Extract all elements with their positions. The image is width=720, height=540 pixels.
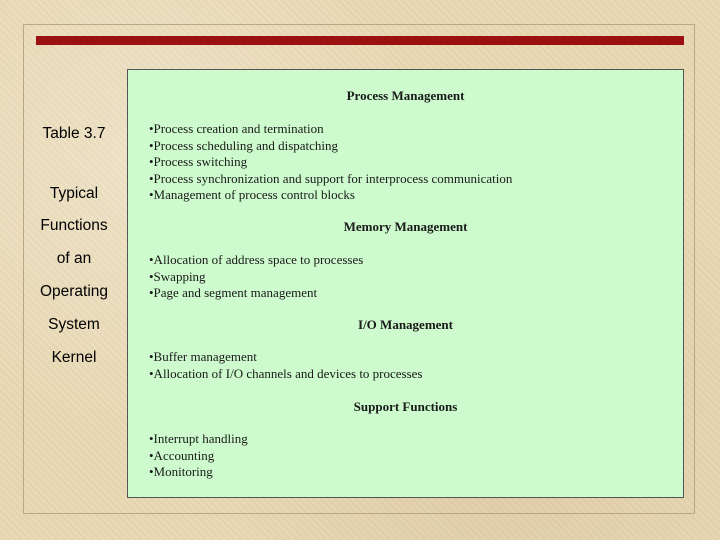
list-item: •Process creation and termination (149, 121, 324, 136)
accent-bar (36, 36, 684, 45)
section-items-process-management (149, 121, 512, 204)
table-number: Table 3.7 (42, 125, 106, 142)
list-item: •Monitoring (149, 464, 213, 479)
list-item: •Interrupt handling (149, 431, 248, 446)
list-item: •Process switching (149, 154, 248, 169)
title-line-3: of an (56, 250, 92, 267)
title-line-4: Operating (39, 283, 109, 300)
list-item: •Management of process control blocks (149, 187, 355, 202)
list-item: •Process scheduling and dispatching (149, 137, 339, 153)
section-items-support-functions (149, 431, 248, 481)
section-heading-support-functions: Support Functions (353, 399, 458, 414)
title-line-2: Functions (40, 217, 108, 234)
list-item: •Swapping (149, 268, 206, 284)
kernel-functions-table (127, 69, 684, 498)
slide-title (28, 118, 120, 374)
section-items-memory-management (149, 252, 363, 302)
list-item: •Process synchronization and support for interprocess communication (149, 170, 513, 186)
section-heading-memory-management: Memory Management (343, 219, 468, 234)
list-item: •Allocation of address space to processes (149, 252, 364, 267)
list-item: •Page and segment management (149, 285, 318, 300)
list-item: •Accounting (149, 447, 215, 463)
title-line-6: Kernel (51, 349, 97, 366)
title-line-5: System (48, 316, 100, 333)
list-item: •Allocation of I/O channels and devices to processes (149, 365, 423, 381)
list-item: •Buffer management (149, 349, 257, 364)
section-heading-io-management: I/O Management (358, 317, 453, 332)
title-line-1: Typical (49, 185, 99, 202)
section-items-io-management (149, 349, 423, 382)
section-heading-process-management: Process Management (346, 88, 465, 103)
